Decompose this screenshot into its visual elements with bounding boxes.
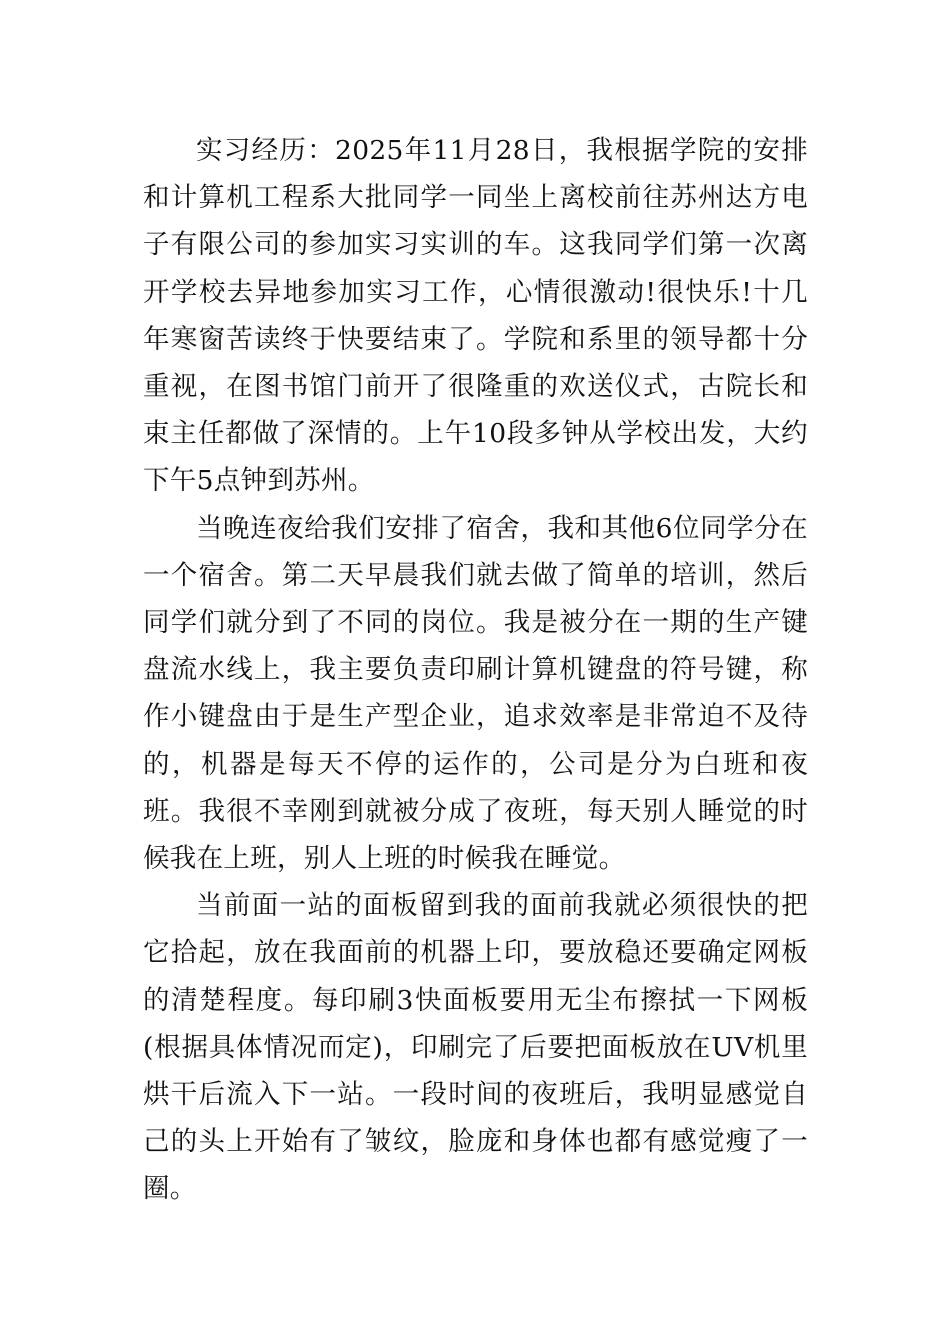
document-body [143,127,808,1213]
paragraph-dormitory-and-assignment: 当晚连夜给我们安排了宿舍，我和其他6位同学分在一个宿舍。第二天早晨我们就去做了简单的培训，然后同学们就分到了不同的岗位。我是被分在一期的生产键盘流水线上，我主要负责印刷计算机键盘的符号键，称作小键盘由于是生产型企业，追求效率是非常迫不及待的，机器是每天不停的运作的，公司是分为白班和夜班。我很不幸刚到就被分成了夜班，每天别人睡觉的时候我在上班，别人上班的时候我在睡觉。 [143,512,808,875]
paragraph-internship-experience: 实习经历：2025年11月28日，我根据学院的安排和计算机工程系大批同学一同坐上离校前往苏州达方电子有限公司的参加实习实训的车。这我同学们第一次离开学校去异地参加实习工作，心情很激动!很快乐!十几年寒窗苦读终于快要结束了。学院和系里的领导都十分重视，在图书馆门前开了很隆重的欢送仪式，古院长和束主任都做了深情的。上午10段多钟从学校出发，大约下午5点钟到苏州。 [143,135,808,497]
paragraph-printing-work: 当前面一站的面板留到我的面前我就必须很快的把它拾起，放在我面前的机器上印，要放稳还要确定网板的清楚程度。每印刷3快面板要用无尘布擦拭一下网板(根据具体情况而定)，印刷完了后要把面板放在UV机里烘干后流入下一站。一段时间的夜班后，我明显感觉自己的头上开始有了皱纹，脸庞和身体也都有感觉瘦了一圈。 [143,890,808,1205]
